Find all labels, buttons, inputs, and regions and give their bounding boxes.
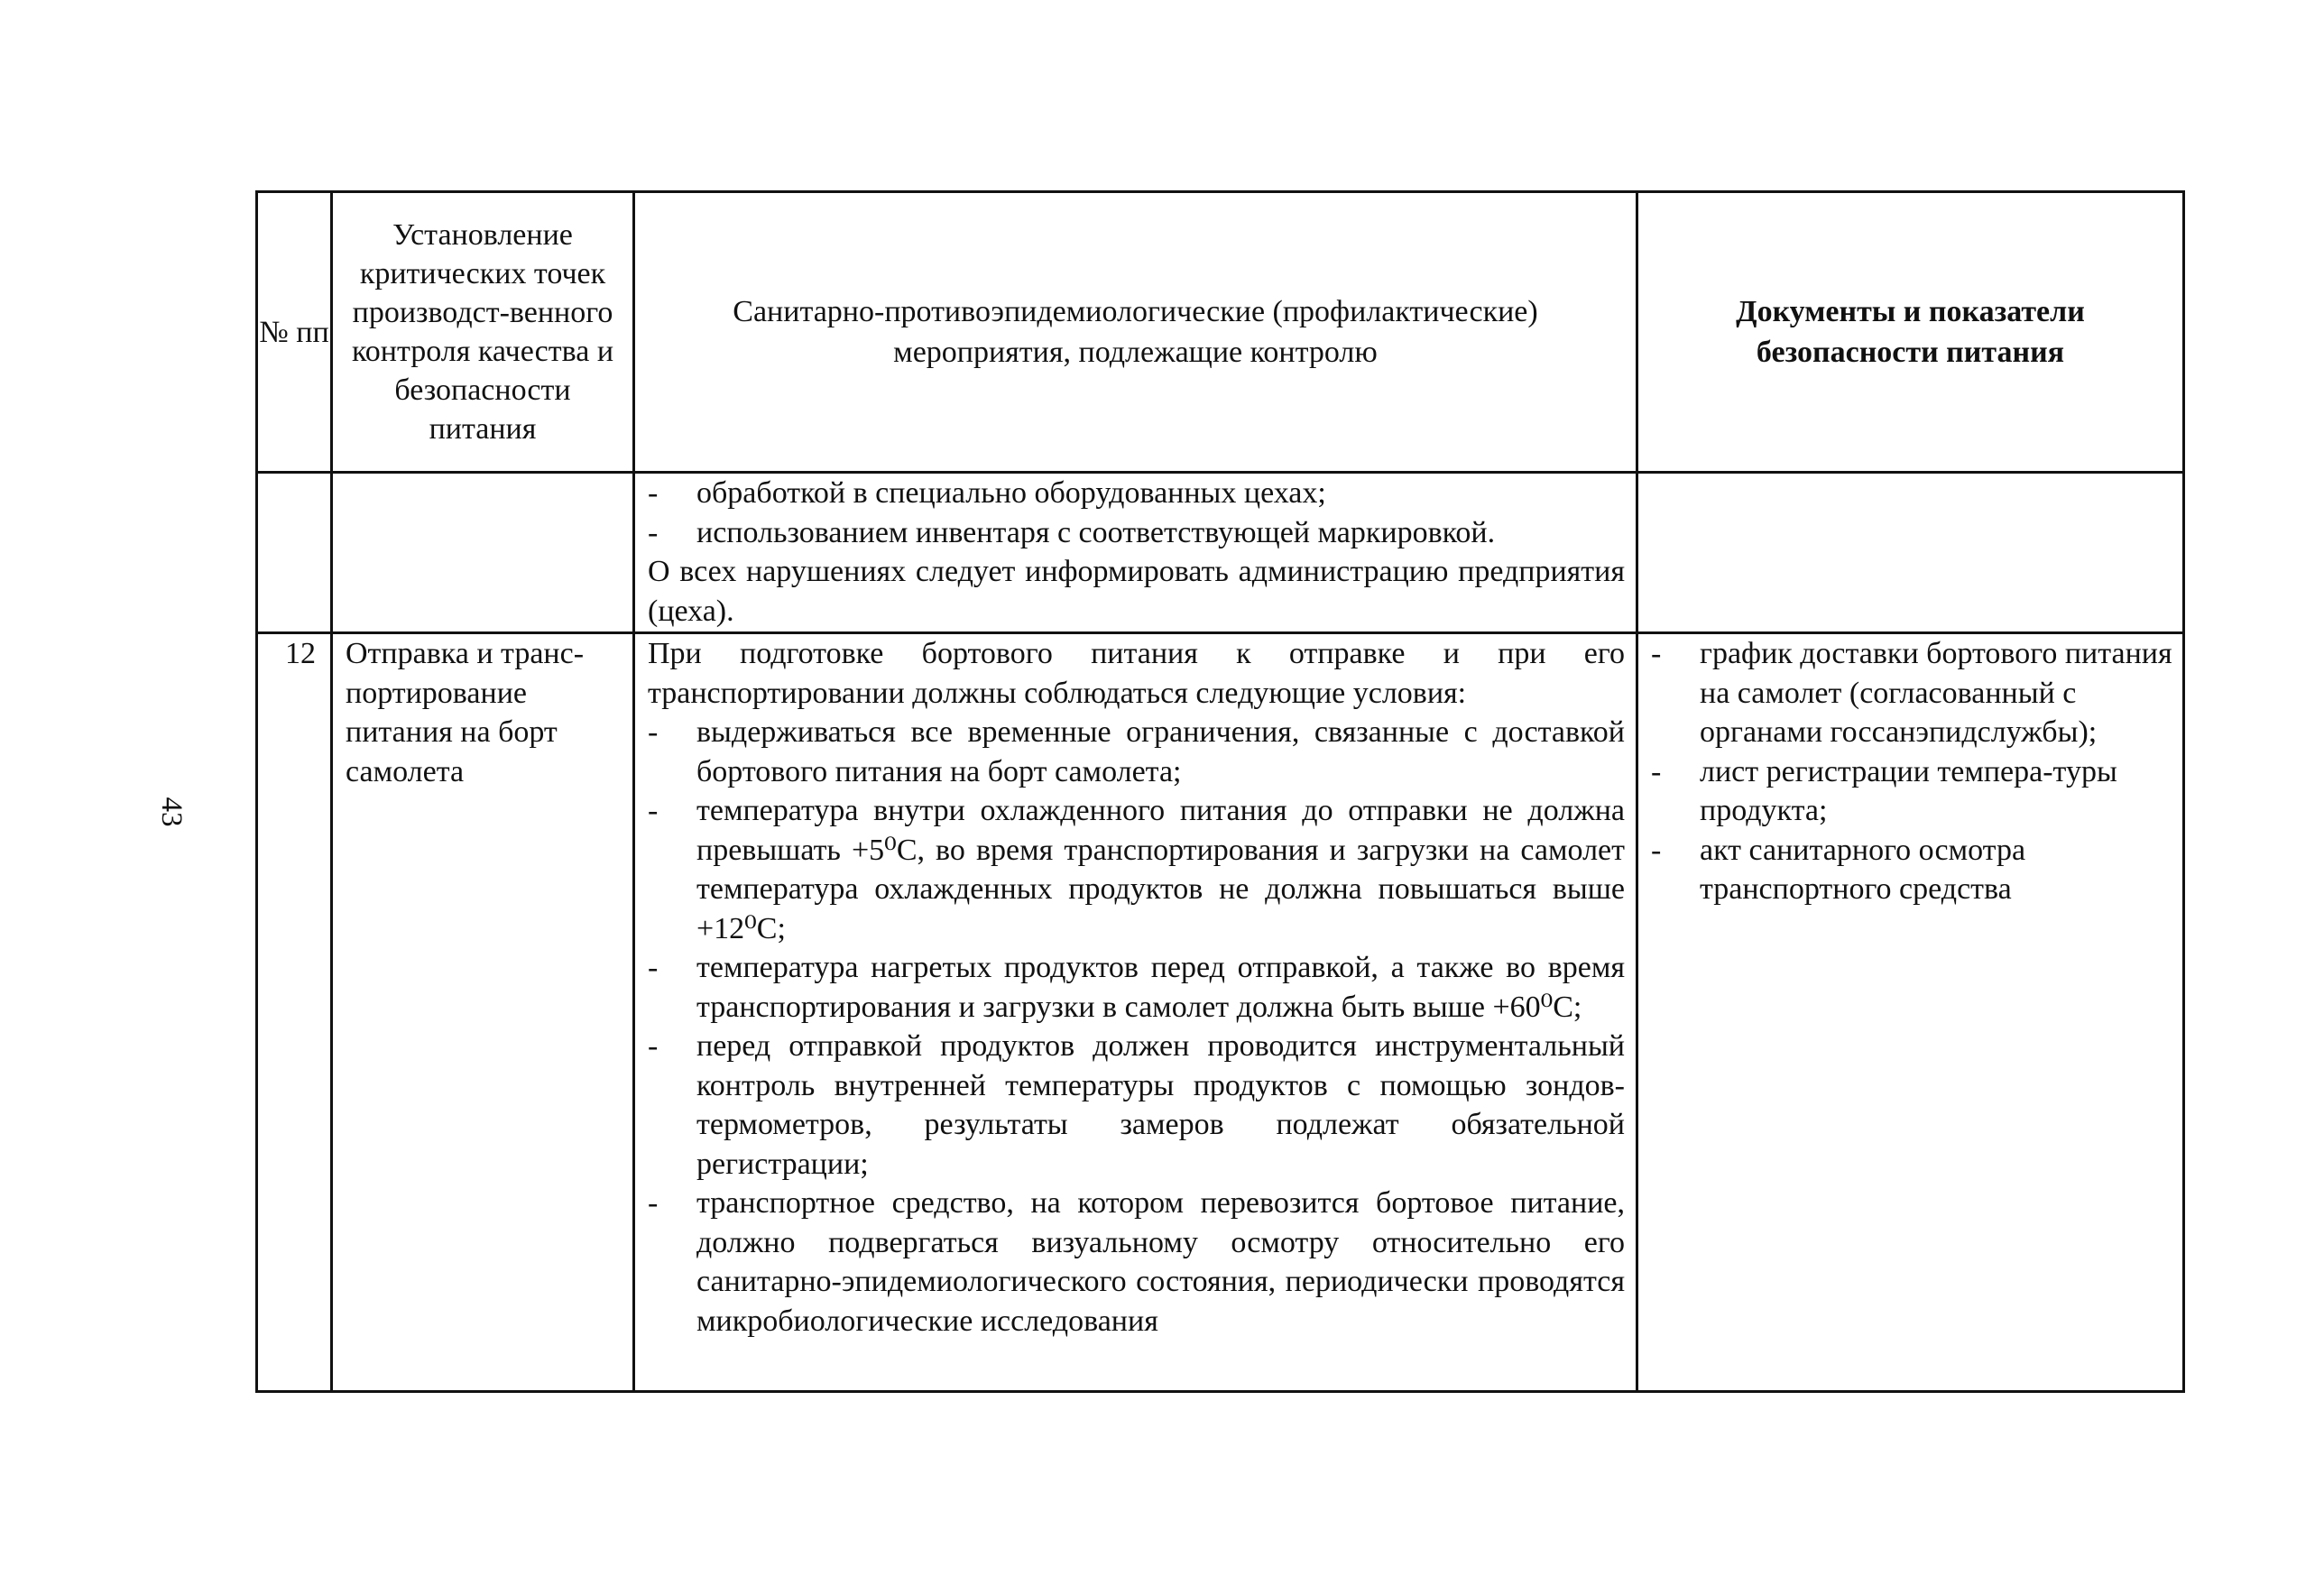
- header-num-cell: [257, 192, 332, 473]
- haccp-table: [255, 190, 2185, 1393]
- row12-measures-cell: [634, 633, 1637, 1392]
- list-item: [648, 948, 1625, 1027]
- list-item: [1651, 634, 2173, 752]
- header-measures: Санитарно-противоэпидемиологические (профилактические) мероприятия, подлежащие контролю: [733, 295, 1538, 369]
- row12-doc-3: акт санитарного осмотра транспортного средства: [1700, 833, 2026, 906]
- row12-num: 12: [285, 637, 316, 670]
- list-item: [648, 474, 1625, 513]
- dash-marker: -: [648, 1186, 659, 1220]
- page-number: 43: [155, 797, 188, 827]
- table-header-row: [257, 192, 2184, 473]
- table-row-12: [257, 633, 2184, 1392]
- dash-marker: -: [648, 951, 659, 984]
- row12-bullet-1: выдерживаться все временные ограничения, связанные с доставкой бортового питания на борт самолета;: [696, 715, 1625, 788]
- row12-bullet-2: температура внутри охлажденного питания до отправки не должна превышать +5⁰С, во время транспортирования и загрузки на самолет температура охлажденных продуктов не должна повышаться выше +12⁰С;: [696, 794, 1625, 945]
- dash-marker: -: [648, 1029, 659, 1063]
- row12-doc-2: лист регистрации темпера-туры продукта;: [1700, 754, 2117, 827]
- cont-bullet-2: использованием инвентаря с соответствующей маркировкой.: [696, 515, 1496, 549]
- list-item: [648, 791, 1625, 948]
- list-item: [648, 713, 1625, 791]
- table-row-continuation: [257, 473, 2184, 633]
- cont-measures-cell: [634, 473, 1637, 633]
- row12-bullet-4: перед отправкой продуктов должен проводится инструментальный контроль внутренней температуры продуктов с помощью зондов-термометров, результаты замеров подлежат обязательной регистрации;: [696, 1029, 1625, 1181]
- header-stage-cell: [332, 192, 634, 473]
- list-item: [648, 1184, 1625, 1341]
- dash-marker: -: [1651, 833, 1662, 867]
- header-measures-cell: [634, 192, 1637, 473]
- cont-documents-cell: [1637, 473, 2184, 633]
- list-item: [648, 513, 1625, 553]
- row12-bullet-3: температура нагретых продуктов перед отправкой, а также во время транспортирования и загрузки в самолет должна быть выше +60⁰С;: [696, 951, 1625, 1024]
- dash-marker: -: [648, 515, 659, 549]
- header-stage: Установление критических точек производст-венного контроля качества и безопасности питания: [351, 218, 614, 446]
- list-item: [648, 1027, 1625, 1184]
- list-item: [1651, 752, 2173, 831]
- cont-num-cell: [257, 473, 332, 633]
- dash-marker: -: [1651, 754, 1662, 788]
- header-documents-cell: [1637, 192, 2184, 473]
- list-item: [1651, 831, 2173, 909]
- dash-marker: -: [648, 715, 659, 749]
- cont-stage-cell: [332, 473, 634, 633]
- row12-bullet-5: транспортное средство, на котором перевозится бортовое питание, должно подвергаться визуальному осмотру относительно его санитарно-эпидемиологического состояния, периодически проводятся микробиологические исследования: [696, 1186, 1625, 1338]
- dash-marker: -: [648, 476, 659, 510]
- row12-intro: При подготовке бортового питания к отправке и при его транспортировании должны соблюдаться следующие условия:: [648, 637, 1625, 710]
- dash-marker: -: [1651, 637, 1662, 670]
- cont-note: О всех нарушениях следует информировать администрацию предприятия (цеха).: [648, 555, 1625, 628]
- row12-stage: Отправка и транс-портирование питания на борт самолета: [346, 637, 585, 788]
- cont-bullet-1: обработкой в специально оборудованных цехах;: [696, 476, 1326, 510]
- row12-documents-cell: [1637, 633, 2184, 1392]
- row12-num-cell: [257, 633, 332, 1392]
- header-num: № пп: [259, 315, 329, 349]
- dash-marker: -: [648, 794, 659, 827]
- row12-doc-1: график доставки бортового питания на самолет (согласованный с органами госсанэпидслужбы);: [1700, 637, 2172, 749]
- row12-stage-cell: [332, 633, 634, 1392]
- header-documents: Документы и показатели безопасности питания: [1736, 295, 2085, 369]
